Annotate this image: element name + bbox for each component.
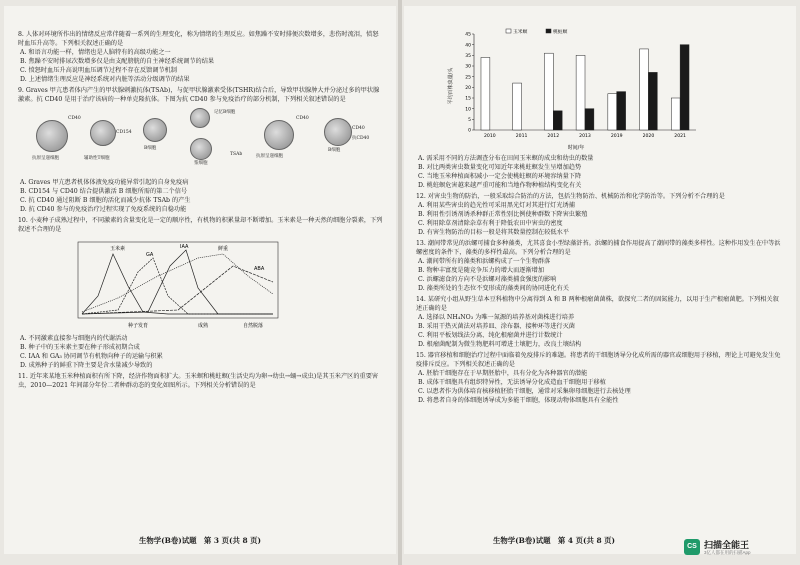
q15-option-c: C. 以患者作为供体培育核移植胚胎干细胞，通常对采集卵母细胞进行去核处理 bbox=[418, 388, 631, 395]
q9-option-a: A. Graves 甲亢患者机体体液免疫功能异常引起的自身免疫病 bbox=[20, 179, 189, 186]
chart-bars bbox=[481, 45, 689, 130]
fig-label-th: 辅助性T细胞 bbox=[84, 156, 110, 161]
question-8 bbox=[18, 30, 384, 84]
right-column bbox=[416, 24, 784, 405]
x-tick-label: 2020 bbox=[642, 134, 655, 139]
question-11 bbox=[18, 372, 384, 390]
fig-label-plasma: 浆细胞 bbox=[194, 161, 208, 166]
chart-legend bbox=[506, 28, 568, 35]
q14-option-c: C. 利用平板划线法分离、纯化根瘤菌并进行计数统计 bbox=[418, 332, 563, 339]
q8-option-d: D. 上述情绪生理反应是神经系统对内脏等活动分级调节的结果 bbox=[20, 76, 190, 83]
camscanner-badge[interactable] bbox=[684, 537, 794, 561]
q12-stem: 12. 对害虫生物的防治，一般采取综合防治的方法，包括生物防治、机械防治和化学防治等。下列分析不合理的是 bbox=[416, 193, 725, 200]
q10-option-b: B. 种子中的玉米素主要在种子形成初期合成 bbox=[20, 344, 140, 351]
label-fresh-weight: 鲜重 bbox=[218, 246, 229, 252]
q10-option-a: A. 不同激素直接参与细胞内的代谢活动 bbox=[20, 335, 128, 342]
q10-stem: 10. 小麦种子成熟过程中，不同激素的含量变化是一定的顺序性，有机物的积累量却不断增加。玉米素是一种天然的细胞分裂素，下列叙述不合理的是 bbox=[18, 217, 383, 233]
curve-fresh-weight bbox=[82, 254, 273, 312]
q10-option-d: D. 成熟种子的鲜重下降主要是含水量减少导致的 bbox=[20, 362, 153, 369]
q12-option-b: B. 利用性引诱剂诱杀种群正常性别比例使种群数下降害虫繁殖 bbox=[418, 211, 588, 218]
graph-frame bbox=[78, 242, 278, 318]
bar-peach-borer-2019 bbox=[617, 92, 626, 130]
x-tick-label: 2013 bbox=[579, 134, 591, 139]
legend-label: 玉米螟 bbox=[513, 30, 528, 35]
label-ga: GA bbox=[146, 252, 154, 258]
y-tick-label: 45 bbox=[465, 32, 471, 38]
q15-option-b: B. 成体干细胞具有组织特异性，无法诱导分化成造血干细胞用于移植 bbox=[418, 379, 606, 386]
fig-label-apc-2: 抗原呈递细胞 bbox=[256, 154, 283, 159]
pest-bar-chart bbox=[416, 26, 784, 152]
q14-option-d: D. 根瘤菌配制为微生物肥料可增进土壤肥力，改良土壤结构 bbox=[418, 341, 582, 348]
memory-b-cell bbox=[190, 108, 210, 128]
legend-label: 桃蛀螟 bbox=[553, 30, 568, 35]
y-tick-label: 40 bbox=[465, 43, 471, 49]
x-tick-label: 2011 bbox=[515, 134, 528, 139]
fig-label-b-2: B细胞 bbox=[328, 148, 341, 153]
curve-ga bbox=[82, 258, 273, 314]
q9-option-c: C. 抗 CD40 通过阻断 B 细胞的活化而减少抗体 TSAb 的产生 bbox=[20, 197, 191, 204]
fig-label-apc: 抗原呈递细胞 bbox=[32, 156, 59, 161]
fig-label-memory-b: 记忆B细胞 bbox=[214, 110, 236, 115]
q15-option-a: A. 胚胎干细胞存在于早期胚胎中，具有分化为各种器官的潜能 bbox=[418, 370, 588, 377]
q11-option-d: D. 桃蛀螟危害越来越严重可能和当地作物种植结构变化有关 bbox=[418, 182, 582, 189]
chart-x-axis-label: 时间/年 bbox=[567, 145, 585, 151]
q10-option-c: C. IAA 和 GA₃ 协同调节有机物向种子的运输与积累 bbox=[20, 353, 163, 360]
q8-option-c: C. 愤怒时血压升高说明血压调节过程不存在反馈调节机制 bbox=[20, 67, 177, 74]
y-tick-label: 15 bbox=[465, 96, 471, 102]
bar-corn-borer-2021 bbox=[671, 98, 680, 130]
question-15 bbox=[416, 351, 784, 405]
bar-peach-borer-2013 bbox=[585, 109, 594, 130]
label-iaa: IAA bbox=[180, 244, 189, 250]
fig-label-cd154: CD154 bbox=[116, 130, 132, 135]
x-label-drop: 自然脱落 bbox=[243, 323, 264, 329]
y-tick-label: 20 bbox=[465, 85, 471, 91]
q8-option-a: A. 和语言功能一样，情绪也是人脑特有的高级功能之一 bbox=[20, 49, 171, 56]
left-page bbox=[4, 6, 396, 554]
q9-stem: 9. Graves 甲亢患者体内产生的甲状腺刺激抗体(TSAb)，与促甲状腺激素受体(TSHR)结合后，导致甲状腺肿大并分泌过多的甲状腺激素。抗 CD40 是用于治疗该病的一种单克隆抗体。下图为抗 CD40 参与免疫治疗的部分机制，下列相关叙述错误的是 bbox=[18, 87, 380, 103]
bar-peach-borer-2021 bbox=[680, 45, 689, 130]
bar-corn-borer-2019 bbox=[608, 94, 617, 130]
x-tick-label: 2012 bbox=[547, 134, 560, 139]
q8-stem: 8. 人体对环境所作出的情绪反应常伴随着一系列的生理变化，称为情绪的生理反应。如焦躁不安时排便次数增多，悲伤时流泪，愤怒时血压升高等。下列相关叙述正确的是 bbox=[18, 31, 379, 47]
bar-corn-borer-2012 bbox=[544, 53, 553, 130]
q9-option-b: B. CD154 与 CD40 结合提供激活 B 细胞所需的第二个信号 bbox=[20, 188, 188, 195]
q13-option-d: D. 藻类所处的生态位不变形成的藻类间的协同进化有关 bbox=[418, 285, 569, 292]
fig-label-cd40-3: CD40 bbox=[352, 126, 365, 131]
y-tick-label: 0 bbox=[468, 128, 471, 134]
q13-option-a: A. 潮间带所有的藻类和浜螺构成了一个生物群落 bbox=[418, 258, 551, 265]
left-column bbox=[18, 28, 384, 390]
bar-corn-borer-2020 bbox=[640, 49, 649, 130]
hormone-graph-svg bbox=[58, 236, 308, 332]
camscanner-tagline: 3亿人都在用的扫描App bbox=[704, 550, 751, 555]
q12-option-a: A. 利用某些害虫的趋光性可采用黑光灯对其进行灯光诱捕 bbox=[418, 202, 575, 209]
bar-corn-borer-2011 bbox=[513, 83, 522, 130]
right-page-footer: 生物学(B卷)试题 第 4 页(共 8 页) bbox=[492, 536, 616, 545]
fig-label-cd40-1: CD40 bbox=[68, 116, 81, 121]
x-tick-label: 2021 bbox=[674, 134, 686, 139]
camscanner-app-name: 扫描全能王 bbox=[704, 540, 750, 550]
bar-peach-borer-2020 bbox=[648, 72, 657, 130]
label-aba: ABA bbox=[254, 266, 265, 272]
apc-cell-2 bbox=[264, 120, 294, 150]
hormone-graph bbox=[18, 236, 384, 332]
left-page-footer: 生物学(B卷)试题 第 3 页(共 8 页) bbox=[138, 536, 262, 545]
bar-peach-borer-2012 bbox=[553, 111, 562, 130]
y-tick-label: 5 bbox=[468, 117, 471, 123]
question-12 bbox=[416, 192, 784, 237]
question-14 bbox=[416, 295, 784, 349]
b-cell-2 bbox=[324, 118, 352, 146]
camscanner-logo-icon: CS bbox=[684, 539, 700, 555]
q12-option-d: D. 有害生物防治的目标一般是将其数量控制在较低水平 bbox=[418, 229, 569, 236]
page-fold bbox=[398, 0, 402, 565]
t-cell bbox=[90, 120, 116, 146]
q11-stem: 11. 近年来某地玉米种植面积有所下降，经济作物面积扩大。玉米螟和桃蛀螟(生活史均为卵→幼虫→蛹→成虫)是其玉米产区的重要害虫，2010—2021 年间部分年份二者种群动态的变化如图所示。下列相关分析错误的是 bbox=[18, 373, 379, 389]
legend-swatch bbox=[506, 29, 511, 33]
plasma-cell bbox=[190, 138, 212, 160]
q13-stem: 13. 潮间带常见的浜螺可捕食多种藻类，尤其喜食小型绿藻浒苔。浜螺的捕食作用提高了潮间带的藻类多样性。这种作用发生在中等浜螺密度的条件下，藻类的多样性最高。下列分析合理的是 bbox=[416, 240, 781, 256]
q15-option-d: D. 将患者自身的体细胞诱导成为多能干细胞，体现动物体细胞具有全能性 bbox=[418, 397, 619, 404]
bar-corn-borer-2013 bbox=[576, 55, 585, 130]
q13-option-c: C. 浜螺滤食的方向不是浜螺对藻类捕食强度的影响 bbox=[418, 276, 557, 283]
fig-label-tsab: TSAb bbox=[230, 152, 243, 157]
apc-cell bbox=[36, 120, 68, 152]
fig-label-cd40-2: CD40 bbox=[296, 116, 309, 121]
x-label-mature: 成熟 bbox=[198, 323, 209, 329]
q14-option-b: B. 采用干热灭菌法对培养皿、涂布器、接种环等进行灭菌 bbox=[418, 323, 575, 330]
x-tick-label: 2010 bbox=[484, 134, 496, 139]
question-9 bbox=[18, 86, 384, 214]
y-tick-label: 35 bbox=[465, 53, 471, 59]
q14-option-a: A. 选择以 NH₄NO₃ 为唯一氮源的培养基对菌株进行培养 bbox=[418, 314, 575, 321]
q14-stem: 14. 某研究小组从野生草本豆科植物中分离得到 A 和 B 两种根瘤菌菌株，欲探究二者的固氮能力，以用于生产根瘤菌肥。下列相关叙述正确的是 bbox=[416, 296, 779, 312]
q9-option-d: D. 抗 CD40 参与的免疫治疗过程实现了免疫系统的自稳功能 bbox=[20, 206, 187, 213]
q8-option-b: B. 焦躁不安时排尿次数增多仅是由支配膀胱的自主神经系统调节的结果 bbox=[20, 58, 215, 65]
question-10 bbox=[18, 216, 384, 370]
x-tick-label: 2019 bbox=[610, 134, 623, 139]
y-tick-label: 30 bbox=[465, 64, 471, 70]
chart-y-axis-label: 平均百株虫量/头 bbox=[448, 67, 454, 105]
pest-bar-chart-svg bbox=[446, 26, 706, 152]
fig-label-anti-cd40: 抗CD40 bbox=[352, 136, 370, 141]
b-cell-1 bbox=[143, 118, 167, 142]
immune-mechanism-figure bbox=[18, 106, 384, 176]
y-tick-label: 10 bbox=[465, 107, 471, 113]
question-13 bbox=[416, 239, 784, 293]
q12-option-c: C. 利用除草剂清除杂草有利于降低农田中害虫的密度 bbox=[418, 220, 563, 227]
legend-swatch bbox=[546, 29, 551, 33]
q11-option-b: B. 对比两类害虫数量变化可知近年来桃蛀螟发生呈增加趋势 bbox=[418, 164, 582, 171]
x-label-dev: 种子发育 bbox=[128, 323, 149, 329]
y-tick-label: 25 bbox=[465, 75, 471, 81]
bar-corn-borer-2010 bbox=[481, 57, 490, 130]
fig-label-b: B细胞 bbox=[144, 146, 157, 151]
label-zeatin: 玉米素 bbox=[110, 246, 126, 252]
q15-stem: 15. 器官移植和细胞治疗过程中面临着免疫排斥的难题。将患者的干细胞诱导分化成所需的器官或细胞用于移植，理论上可避免发生免疫排斥反应。下列相关叙述正确的是 bbox=[416, 352, 781, 368]
q13-option-b: B. 物种丰富度是随竞争压力的增大而逐渐增加 bbox=[418, 267, 545, 274]
right-page bbox=[404, 6, 796, 554]
q11-option-a: A. 需采用不同的方法调查分布在田间玉米螟的成虫和幼虫的数量 bbox=[418, 155, 594, 162]
q11-option-c: C. 当地玉米种植面积减小一定会使桃蛀螟的环境容纳量下降 bbox=[418, 173, 582, 180]
